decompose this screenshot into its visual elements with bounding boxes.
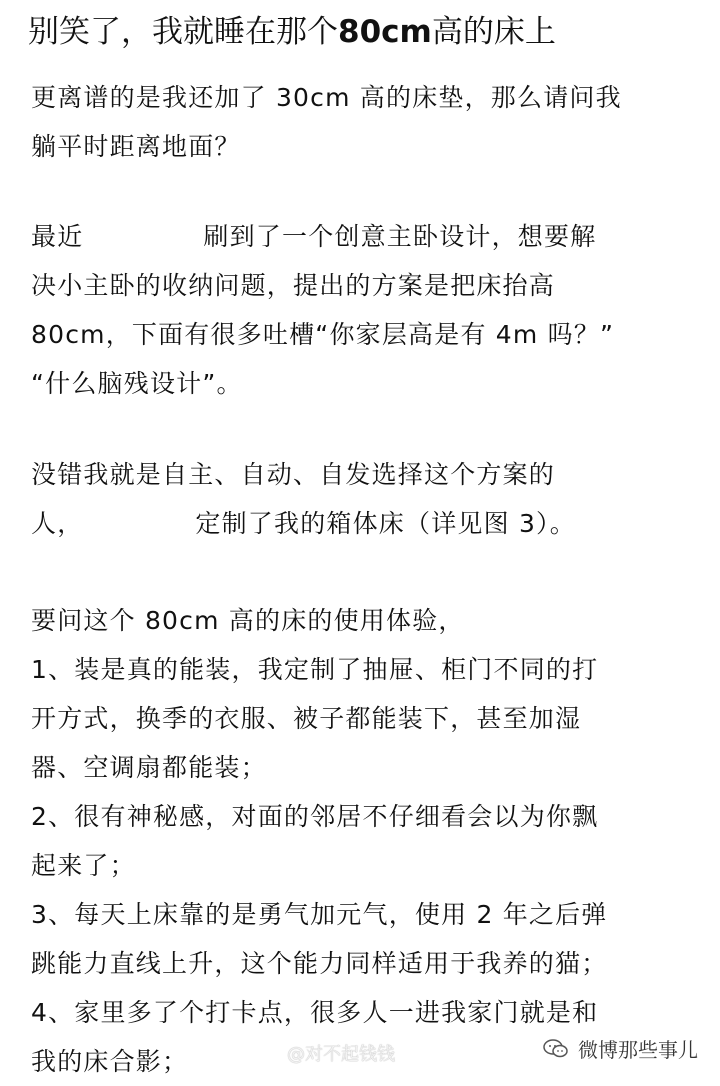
page-title: [28, 10, 708, 54]
list-item-line: 3、每天上床靠的是勇气加元气，使用 2 年之后弹: [31, 900, 608, 929]
account-name: 微博那些事儿: [578, 1038, 698, 1062]
text-line: 决小主卧的收纳问题，提出的方案是把床抬高: [31, 271, 556, 300]
paragraph-choice: [31, 450, 696, 548]
text-line-with-gap: [31, 499, 696, 548]
list-item-line: 开方式，换季的衣服、被子都能装下，甚至加湿: [31, 704, 582, 733]
list-item-line: 起来了；: [31, 851, 136, 880]
list-item-line: 2、很有神秘感，对面的邻居不仔细看会以为你飘: [31, 802, 599, 831]
text-fragment: 刷到了一个创意主卧设计，想要解: [203, 222, 597, 251]
list-item-line: 器、空调扇都能装；: [31, 753, 267, 782]
list-item-line: 1、装是真的能装，我定制了抽屉、柜门不同的打: [31, 655, 599, 684]
text-fragment: 定制了我的箱体床（详见图 3）。: [195, 509, 576, 538]
paragraph-mattress-question: [31, 73, 696, 171]
text-fragment: 人，: [31, 509, 84, 538]
title-prefix: 别笑了，我就睡在那个: [28, 14, 338, 50]
watermark-bar: [0, 1022, 720, 1080]
text-line: 要问这个 80cm 高的床的使用体验，: [31, 606, 465, 635]
wechat-icon: [542, 1037, 570, 1061]
text-line: 更离谱的是我还加了 30cm 高的床垫，那么请问我: [31, 83, 622, 112]
paragraph-usage-experience: [31, 596, 696, 1086]
weibo-watermark: @对不起钱钱: [287, 1044, 395, 1065]
title-bold-height: 80cm: [338, 14, 432, 50]
wechat-account-watermark: [542, 1034, 698, 1063]
list-item-line: 我的床合影；: [31, 1047, 189, 1076]
list-item-line: 跳能力直线上升，这个能力同样适用于我养的猫；: [31, 949, 608, 978]
title-suffix: 高的床上: [431, 14, 556, 50]
text-line-with-gap: [31, 212, 696, 261]
text-line: “什么脑残设计”。: [31, 369, 243, 398]
text-line: 没错我就是自主、自动、自发选择这个方案的: [31, 460, 556, 489]
list-item-line: 4、家里多了个打卡点，很多人一进我家门就是和: [31, 998, 599, 1027]
paragraph-design-comments: [31, 212, 696, 408]
text-fragment: 最近: [31, 222, 84, 251]
text-line: 躺平时距离地面？: [31, 132, 241, 161]
text-line: 80cm，下面有很多吐槽“你家层高是有 4m 吗？”: [31, 320, 615, 349]
